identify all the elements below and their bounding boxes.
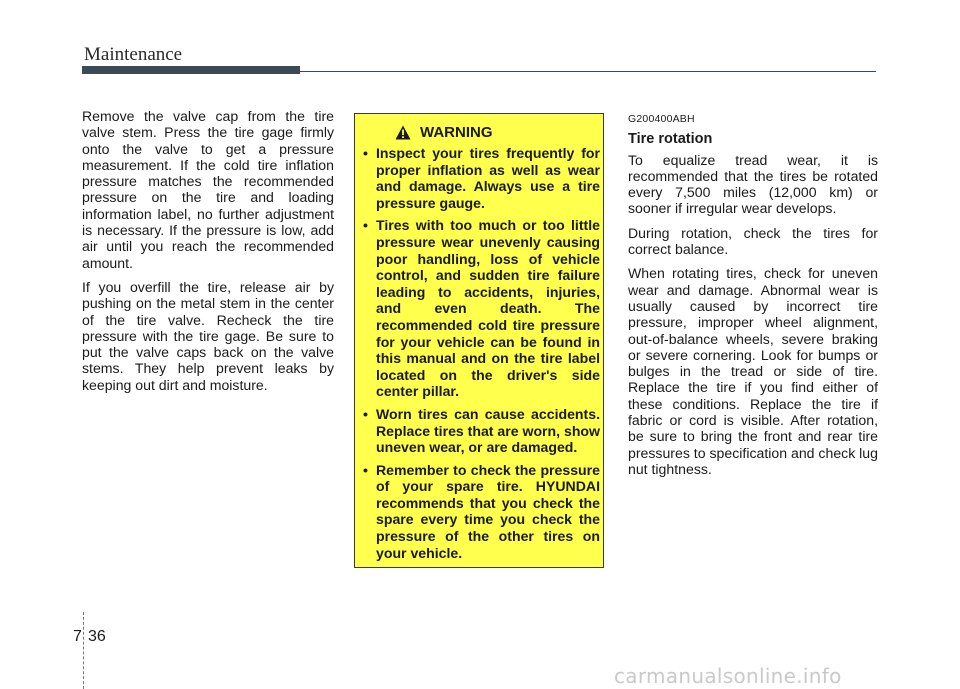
right-column [628,108,878,485]
bullet-icon: • [363,405,368,422]
chapter-number: 7 [73,628,82,645]
warning-item-text: Inspect your tires frequently for proper inflation as well as wear and damage. Always use a tire pressure gauge. [376,145,600,211]
warning-item-text: Worn tires can cause accidents. Replace tires that are worn, show uneven wear, or are damaged. [376,405,600,456]
warning-triangle-icon [395,125,411,140]
warning-item-text: Remember to check the pressure of your spare tire. HYUNDAI recommends that you check the spare every time you check the pressure of the other tires on your vehicle. [376,461,600,561]
paragraph-uneven-wear: When rotating tires, check for uneven wear and damage. Abnormal wear is usually caused by incorrect tire pressure, improper wheel alignment, out-of-balance wheels, severe braking or severe cornering. Look for bumps or bulges in the tread or side of tire. Replace the tire if you find either of these conditions. Replace the tire if fabric or cord is visible. After rotation, be sure to bring the front and rear tire pressures to specification and check lug nut tightness. [628,265,878,477]
warning-item-pressure [363,217,600,400]
paragraph-check-pressure: Remove the valve cap from the tire valve stem. Press the tire gage firmly onto the valve to get a pressure measurement. If the cold tire inflation pressure matches the recommended pressure on the tire and loading information label, no further adjustment is necessary. If the pressure is low, add air until you reach the recommended amount. [82,108,334,271]
warning-item-worn [363,406,600,456]
left-column [82,108,334,401]
warning-box [354,113,604,568]
header-rule-thick [82,66,300,74]
page-number: 36 [88,628,106,645]
header-rule-thin [300,71,876,72]
warning-heading [395,124,493,141]
warning-item-text: Tires with too much or too little pressure wear unevenly causing poor handling, loss of vehicle control, and sudden tire failure leading to accidents, injuries, and even death. The recommended cold tire pressure for your vehicle can be found in this manual and on the tire label located on the driver's side center pillar. [376,217,600,400]
bullet-icon: • [363,461,368,478]
bullet-icon: • [363,217,368,234]
bullet-icon: • [363,145,368,161]
watermark: carmanualsonline.info [614,664,842,688]
warning-item-inspect [363,145,600,211]
section-title: Tire rotation [628,131,713,148]
paragraph-rotation-interval: To equalize tread wear, it is recommended that the tires be rotated every 7,500 miles (12,000 km) or sooner if irregular wear develops. [628,151,878,217]
warning-item-spare [363,462,600,562]
warning-list [363,145,600,567]
page-number-divider [83,612,84,689]
paragraph-overfill: If you overfill the tire, release air by pushing on the metal stem in the center of the tire valve. Recheck the tire pressure with the tire gage. Be sure to put the valve caps back on the valve stems. They help prevent leaks by keeping out dirt and moisture. [82,278,334,393]
section-header-title: Maintenance [84,44,183,65]
section-code: G200400ABH [628,113,695,125]
warning-title: WARNING [420,124,493,141]
paragraph-balance: During rotation, check the tires for correct balance. [628,224,878,258]
